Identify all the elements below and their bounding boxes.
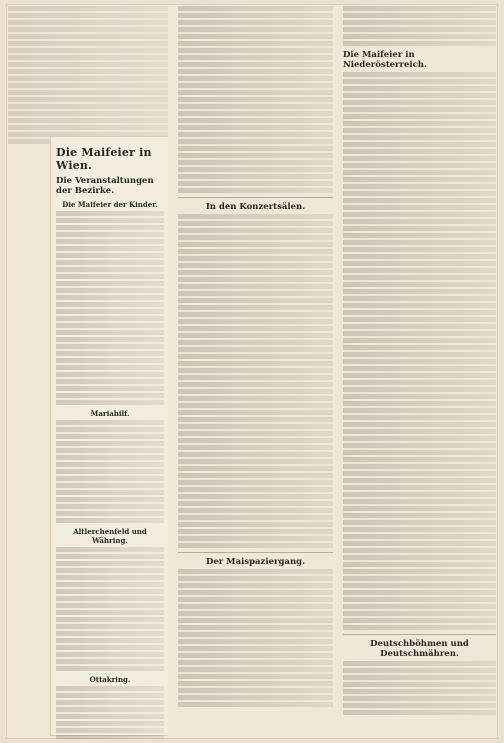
clipping-text-1	[56, 211, 164, 405]
right-heading-deutschboehmen: Deutschböhmen und Deutschmähren.	[370, 639, 469, 659]
clipping-title: Die Maifeier in Wien.	[56, 146, 152, 172]
middle-top-text	[178, 6, 333, 193]
clipping	[50, 136, 168, 736]
clipping-text-3	[56, 547, 164, 671]
middle-mid-text	[178, 214, 333, 548]
clipping-subsubtitle: Die Maifeier der Kinder.	[62, 200, 158, 209]
right-bottom-text	[343, 661, 496, 715]
clipping-section-ottakring: Ottakring.	[89, 675, 131, 684]
clipping-text-4	[56, 686, 164, 739]
clipping-subtitle: Die Veranstaltungen der Bezirke.	[56, 176, 154, 196]
clipping-text-2	[56, 420, 164, 523]
right-top-text	[343, 6, 496, 46]
middle-bottom-text	[178, 569, 333, 707]
clipping-section-mariahilf: Mariahilf.	[90, 409, 130, 418]
middle-rule-2	[178, 552, 333, 553]
right-column	[343, 4, 496, 739]
left-column	[8, 4, 168, 739]
middle-heading-mai: Der Maispaziergang.	[205, 557, 306, 567]
middle-heading-konzert: In den Konzertsälen.	[205, 202, 306, 212]
left-top-text	[8, 6, 168, 144]
middle-rule-1	[178, 197, 333, 198]
right-heading-niederoesterreich: Die Maifeier in Niederösterreich.	[343, 50, 427, 70]
right-rule	[343, 634, 496, 635]
middle-column	[178, 4, 333, 739]
clipping-section-altlerchenfeld: Altlerchenfeld und Währing.	[73, 527, 147, 545]
right-mid-text	[343, 72, 496, 630]
newspaper-page	[6, 4, 498, 739]
